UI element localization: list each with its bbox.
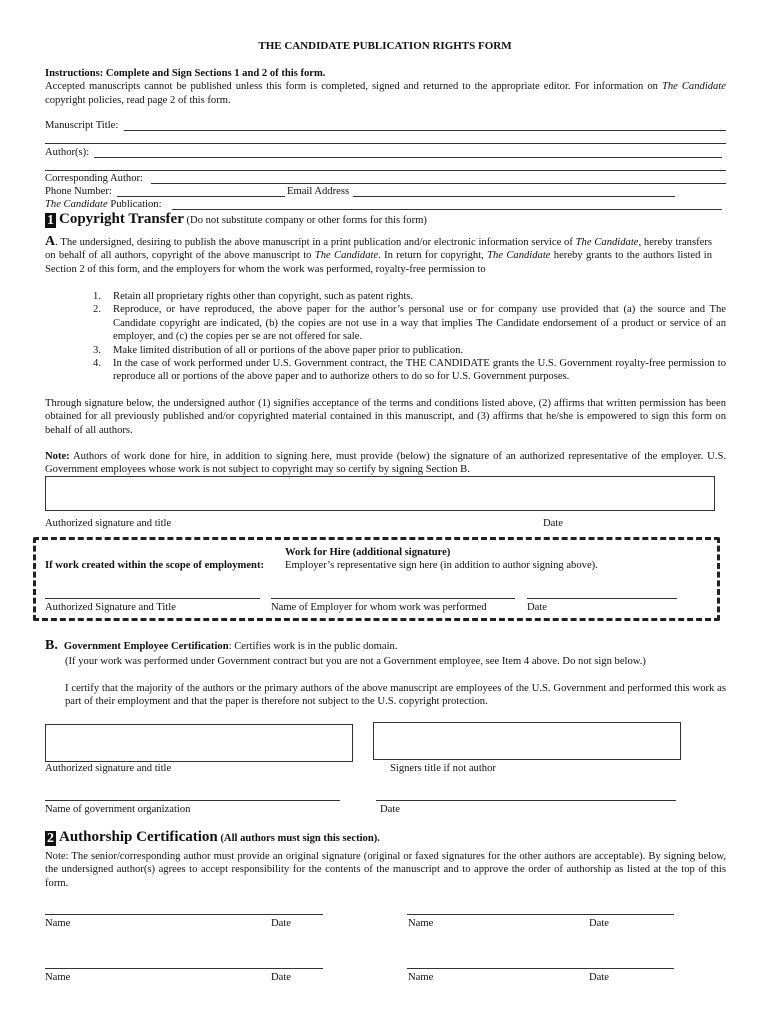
manuscript-title-label: Manuscript Title: [45,120,119,131]
signer-title-label: Signers title if not author [390,763,496,774]
section1-header [45,213,427,228]
section2-note: (All authors must sign this section). [220,833,380,844]
section2-title: Authorship Certification [59,829,218,845]
authors-label: Author(s): [45,147,90,158]
author-signature-field[interactable] [407,968,674,969]
gov-date-field[interactable] [376,800,676,801]
date-label: Date [271,918,291,929]
instructions: Instructions: Complete and Sign Sections 1 and 2 of this form. Accepted manuscripts cannot be published unless this form is completed, signed and returned to the appropriate editor. For information on The Candidate copyright policies, read page 2 of this form. [45,68,726,106]
section2-text: Note: The senior/corresponding author must provide an original signature (original or faxed signatures for the other authors are acceptable). By signing below, the undersigned author(s) agrees to accept responsibility for the contents of the manuscript and to approve the order of authorship as listed at the top of this form. [45,851,726,889]
list-item: 4. In the case of work performed under U.S. Government contract, the THE CANDIDATE grants the U.S. Government royalty-free permission to reproduce all or portions of the above paper and to authorize others to do so for U.S. Government purposes. [93,358,726,383]
employer-name-field[interactable] [271,598,515,599]
name-label: Name [408,972,434,983]
section-b-certify: I certify that the majority of the authors or the primary authors of the above manuscript are employees of the U.S. Government and performed this work as part of their employment and that the paper is therefore not subject to the U.S. copyright protection. [65,683,726,708]
section1-number: 1 [47,213,54,228]
email-field[interactable] [353,196,675,197]
form-title: THE CANDIDATE PUBLICATION RIGHTS FORM [258,40,512,52]
gov-org-label: Name of government organization [45,804,191,815]
name-label: Name [408,918,434,929]
section1-note: (Do not substitute company or other forms for this form) [186,215,427,226]
date-label: Date [589,972,609,983]
author-signature-field[interactable] [45,914,323,915]
through-paragraph: Through signature below, the undersigned author (1) signifies acceptance of the terms and conditions listed above, (2) affirms that written permission has been obtained for all previously published and/or copyrighted material contained in this manuscript, and (3) affirms that he/she is empowered to sign this form on behalf of all authors. [45,398,726,436]
gov-signature-box[interactable] [45,724,353,762]
manuscript-title-field-2[interactable] [45,143,726,144]
section1-title: Copyright Transfer [59,211,184,227]
section2-number: 2 [47,831,54,846]
list-item: 1. Retain all proprietary rights other than copyright, such as patent rights. [93,291,414,302]
email-label: Email Address [287,186,350,197]
author-signature-field[interactable] [407,914,674,915]
work-for-hire-heading: Work for Hire (additional signature) [285,547,451,558]
hire-date-label: Date [527,602,547,613]
hire-signature-label: Authorized Signature and Title [45,602,176,613]
authorized-signature-label: Authorized signature and title [45,518,172,529]
manuscript-title-field[interactable] [124,130,726,131]
work-for-hire-instruction: Employer’s representative sign here (in addition to author signing above). [285,560,598,571]
name-label: Name [45,918,71,929]
section-b-header: B. Government Employee Certification: Certifies work is in the public domain. [45,638,398,653]
corresponding-author-label: Corresponding Author: [45,173,143,184]
employer-name-label: Name of Employer for whom work was performed [271,602,487,613]
phone-label: Phone Number: [45,186,112,197]
author-signature-field[interactable] [45,968,323,969]
publication-field[interactable] [172,209,722,210]
date-label: Date [543,518,563,529]
corresponding-author-field[interactable] [151,183,726,184]
date-label: Date [589,918,609,929]
instructions-text: Accepted manuscripts cannot be published unless this form is completed, signed and returned to the appropriate editor. For information on [45,81,662,93]
section1-a-text: A. The undersigned, desiring to publish the above manuscript in a print publication and/or electronic information service of The Candidate, hereby transfers on behalf of all authors, copyright of the above manuscript to The Candidate. In return for copyright, The Candidate hereby grants to the authors listed in Section 2 of this form, and the employers for whom the work was performed, royalty-free permission to [45,234,712,275]
work-for-hire-scope: If work created within the scope of employment: [45,560,265,571]
section-b-instruction: (If your work was performed under Government contract but you are not a Government employee, see Item 4 above. Do not sign below.) [65,656,646,667]
authors-field-2[interactable] [45,170,726,171]
list-item: 2. Reproduce, or have reproduced, the above paper for the author’s personal use or for company use provided that (a) the source and The Candidate copyright are indicated, (b) the copies are not use in a way that implies The Candidate endorsement of a product or service of an employer, and (c) the copies per se are not offered for sale. [93,304,726,343]
note-paragraph: Note: Authors of work done for hire, in addition to signing here, must provide (below) the signature of an authorized representative of the employer. U.S. Government employees whose work is not subject to copyright may so certify by signing Section B. [45,451,726,476]
instructions-heading: Instructions: Complete and Sign Sections 1 and 2 of this form. [45,68,326,79]
signer-title-box[interactable] [373,722,681,760]
authors-field[interactable] [94,157,722,158]
gov-org-field[interactable] [45,800,340,801]
date-label: Date [271,972,291,983]
gov-date-label: Date [380,804,400,815]
publication-label: The Candidate Publication: [45,199,162,210]
name-label: Name [45,972,71,983]
section2-header [45,831,380,846]
authorized-signature-box[interactable] [45,476,715,511]
hire-signature-field[interactable] [45,598,260,599]
list-item: 3. Make limited distribution of all or portions of the above paper prior to publication. [93,344,464,356]
phone-field[interactable] [117,196,285,197]
gov-signature-label: Authorized signature and title [45,763,172,774]
rights-list [85,290,726,384]
hire-date-field[interactable] [527,598,677,599]
